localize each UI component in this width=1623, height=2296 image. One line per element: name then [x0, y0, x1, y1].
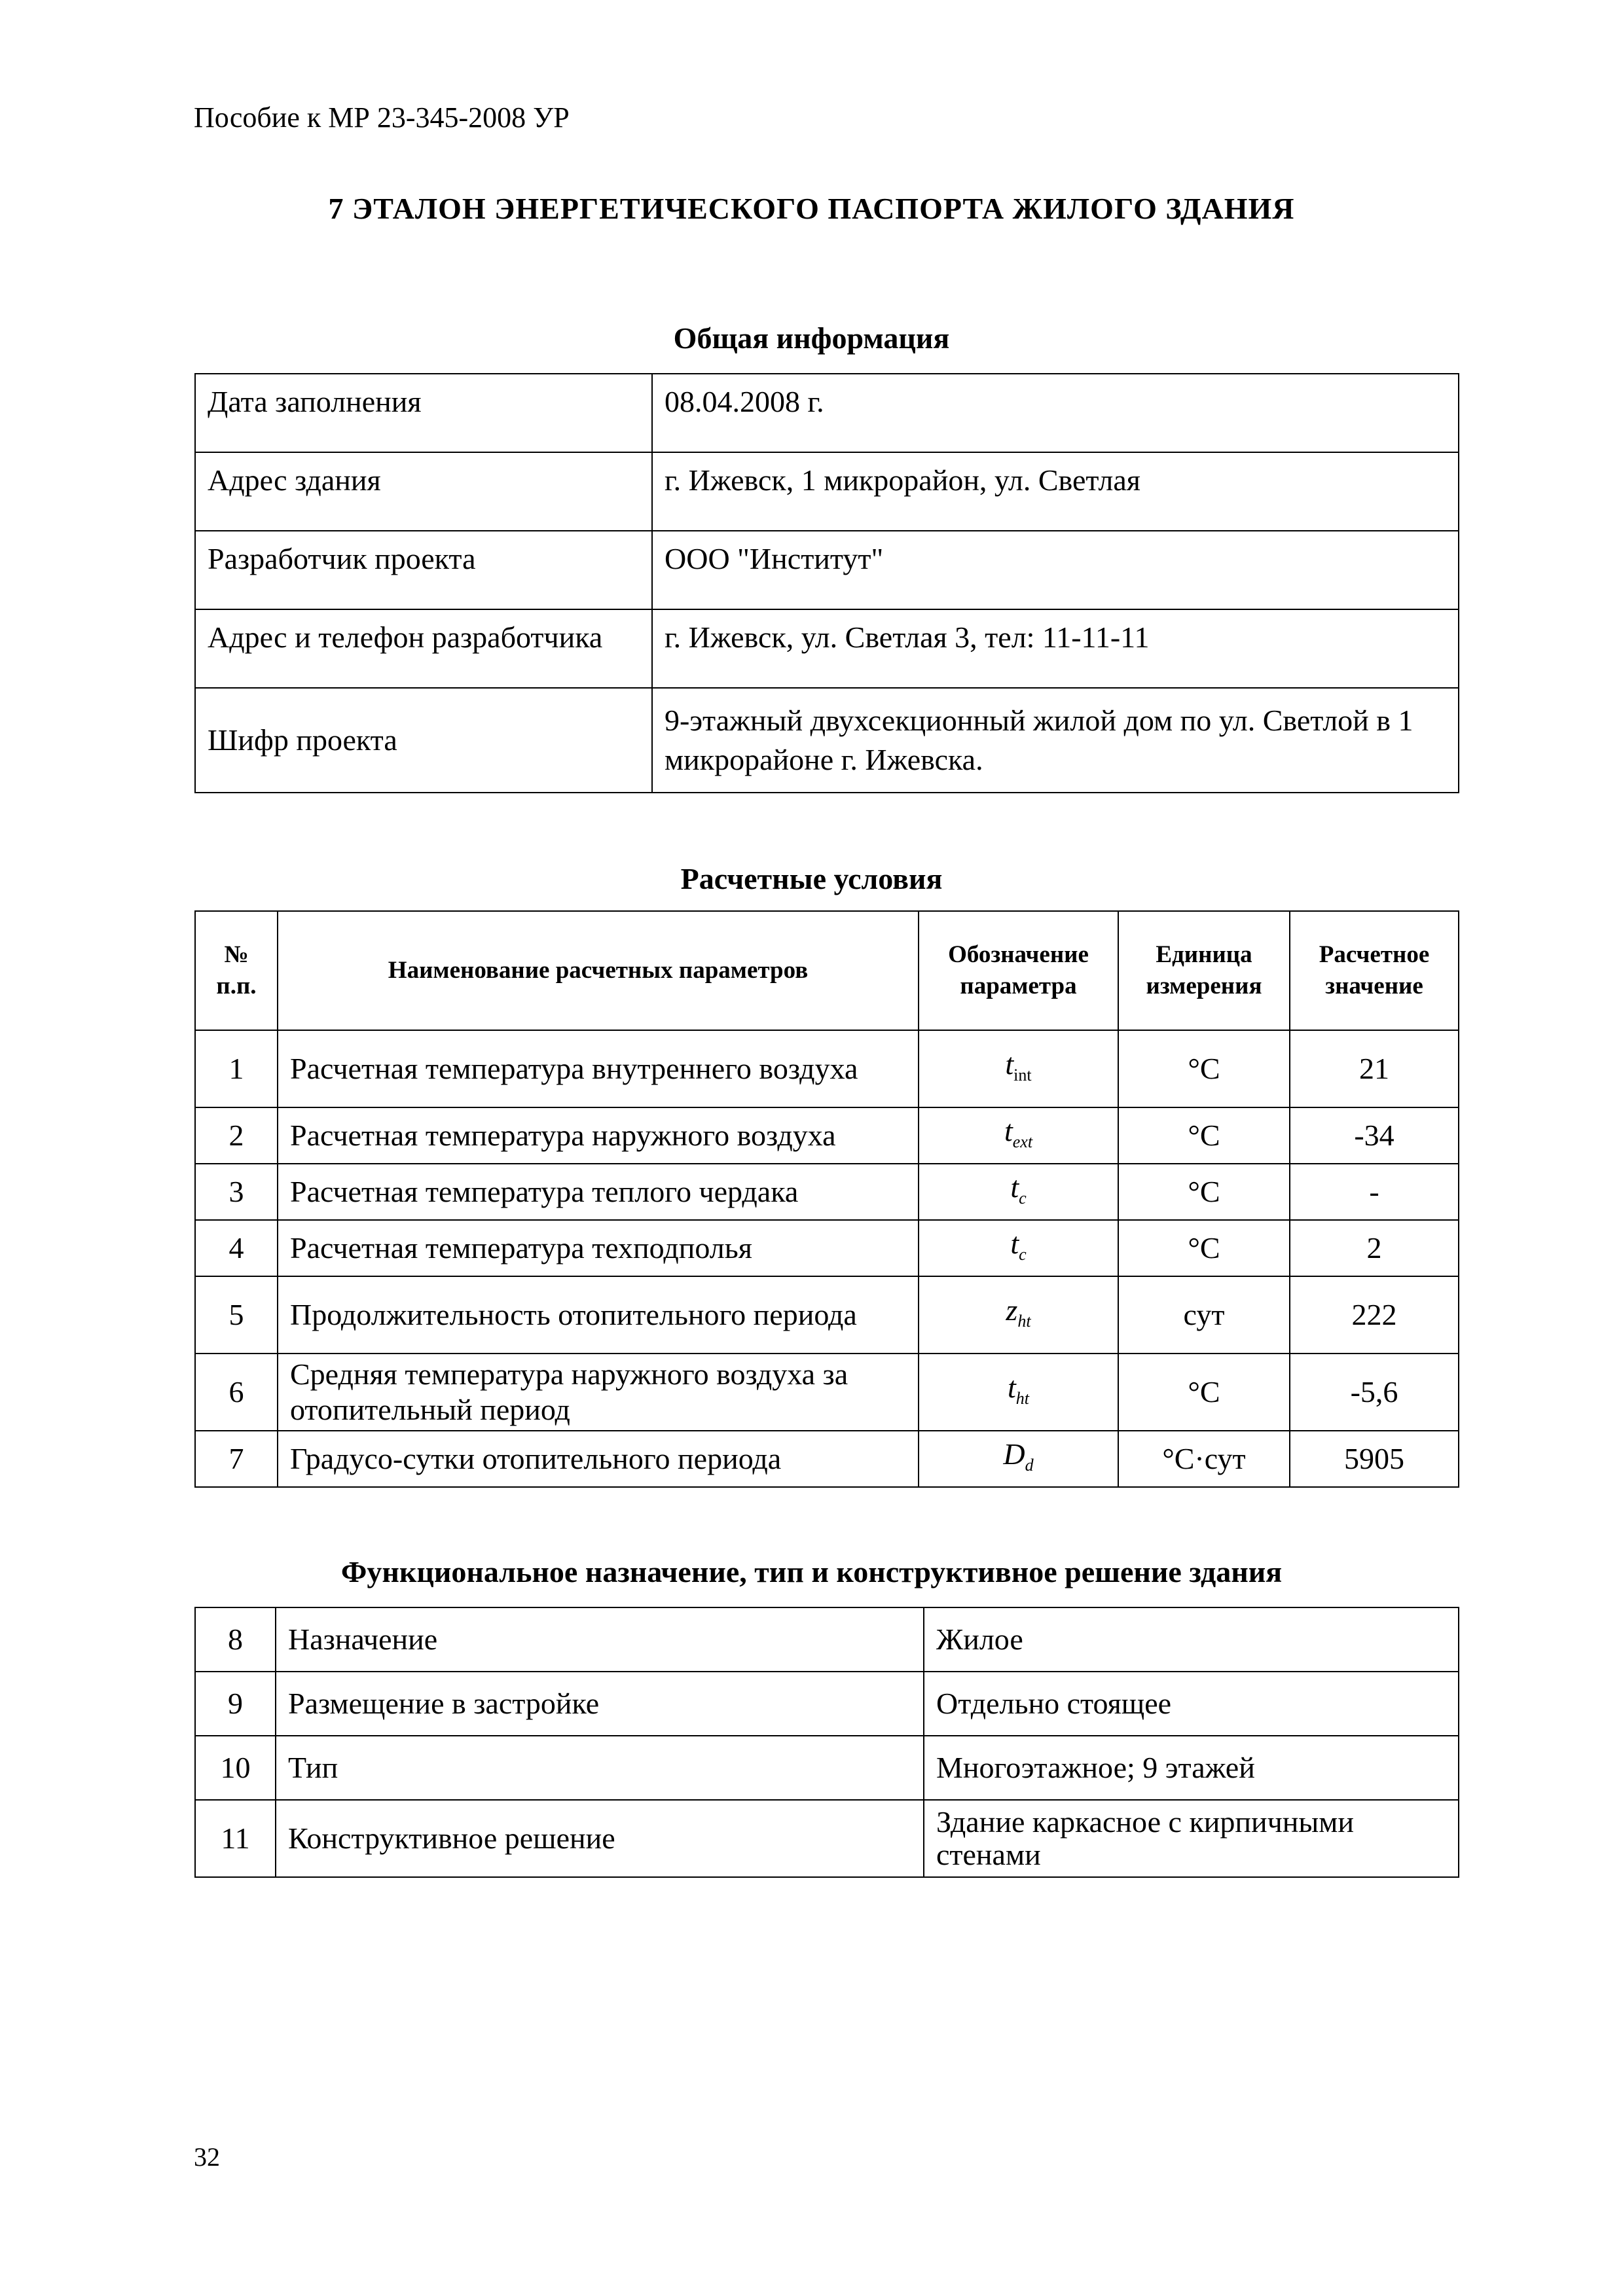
row-num: 3 [195, 1164, 278, 1220]
row-num: 5 [195, 1276, 278, 1354]
row-value: 21 [1290, 1030, 1459, 1107]
row-value: 5905 [1290, 1431, 1459, 1487]
row-unit: °С [1118, 1030, 1290, 1107]
row-name: Продолжительность отопительного периода [278, 1276, 919, 1354]
row-value: 222 [1290, 1276, 1459, 1354]
row-symbol: $t_c$ [919, 1220, 1118, 1276]
table-row [195, 1672, 1459, 1736]
row-num: 6 [195, 1354, 278, 1431]
table-row [195, 1276, 1459, 1354]
row-symbol: $t_{ht}$ [919, 1354, 1118, 1431]
row-value: Отдельно стоящее [924, 1672, 1459, 1736]
row-name: Расчетная температура техподполья [278, 1220, 919, 1276]
row-unit: °С [1118, 1220, 1290, 1276]
row-value: -5,6 [1290, 1354, 1459, 1431]
row-unit: °С [1118, 1107, 1290, 1164]
header-symbol: Обозначение параметра [919, 911, 1118, 1030]
row-name: Назначение [276, 1607, 924, 1672]
row-label: Адрес здания [195, 452, 652, 531]
document-title: 7 ЭТАЛОН ЭНЕРГЕТИЧЕСКОГО ПАСПОРТА ЖИЛОГО ЗДАНИЯ [328, 192, 1295, 225]
table-row [195, 531, 1459, 609]
row-value: г. Ижевск, 1 микрорайон, ул. Светлая [652, 452, 1459, 531]
row-value: 2 [1290, 1220, 1459, 1276]
function-type-title: Функциональное назначение, тип и конструктивное решение здания [340, 1555, 1283, 1588]
page-number: 32 [194, 2142, 220, 2172]
row-name: Расчетная температура внутреннего воздуха [278, 1030, 919, 1107]
header-row [195, 911, 1459, 1030]
row-name: Размещение в застройке [276, 1672, 924, 1736]
calc-conditions-title: Расчетные условия [680, 862, 943, 895]
row-label: Дата заполнения [195, 374, 652, 452]
row-symbol: $z_{ht}$ [919, 1276, 1118, 1354]
row-value: -34 [1290, 1107, 1459, 1164]
row-value: г. Ижевск, ул. Светлая 3, тел: 11-11-11 [652, 609, 1459, 688]
running-header: Пособие к МР 23-345-2008 УР [194, 101, 570, 134]
row-unit: °С [1118, 1164, 1290, 1220]
table-row [195, 1800, 1459, 1877]
row-name: Средняя температура наружного воздуха за отопительный период [278, 1354, 919, 1431]
row-name: Тип [276, 1736, 924, 1800]
row-unit: °С [1118, 1354, 1290, 1431]
row-num: 4 [195, 1220, 278, 1276]
row-name: Конструктивное решение [276, 1800, 924, 1877]
table-row [195, 1220, 1459, 1276]
table-row [195, 1736, 1459, 1800]
row-num: 8 [195, 1607, 276, 1672]
table-row [195, 1431, 1459, 1487]
row-label: Шифр проекта [195, 688, 652, 793]
table-row [195, 374, 1459, 452]
row-num: 2 [195, 1107, 278, 1164]
row-label: Адрес и телефон разработчика [195, 609, 652, 688]
row-value: - [1290, 1164, 1459, 1220]
function-type-table [194, 1607, 1459, 1878]
row-num: 11 [195, 1800, 276, 1877]
table-row [195, 1030, 1459, 1107]
general-info-title: Общая информация [673, 321, 950, 355]
header-num: № п.п. [195, 911, 278, 1030]
row-value: 08.04.2008 г. [652, 374, 1459, 452]
row-value: ООО "Институт" [652, 531, 1459, 609]
calc-conditions-table [194, 910, 1459, 1488]
row-value: 9-этажный двухсекционный жилой дом по ул. Светлой в 1 микрорайоне г. Ижевска. [652, 688, 1459, 793]
header-unit: Единица измерения [1118, 911, 1290, 1030]
table-row [195, 1164, 1459, 1220]
row-name: Расчетная температура наружного воздуха [278, 1107, 919, 1164]
row-num: 7 [195, 1431, 278, 1487]
table-row [195, 688, 1459, 793]
row-num: 10 [195, 1736, 276, 1800]
row-label: Разработчик проекта [195, 531, 652, 609]
row-num: 9 [195, 1672, 276, 1736]
table-row [195, 452, 1459, 531]
table-row [195, 1354, 1459, 1431]
table-row [195, 1107, 1459, 1164]
table-row [195, 609, 1459, 688]
header-value: Расчетное значение [1290, 911, 1459, 1030]
row-symbol: $t_c$ [919, 1164, 1118, 1220]
row-name: Расчетная температура теплого чердака [278, 1164, 919, 1220]
general-info-table [194, 373, 1459, 793]
row-unit: °С·сут [1118, 1431, 1290, 1487]
row-value: Многоэтажное; 9 этажей [924, 1736, 1459, 1800]
header-name: Наименование расчетных параметров [278, 911, 919, 1030]
row-symbol: $D_d$ [919, 1431, 1118, 1487]
table-row [195, 1607, 1459, 1672]
row-name: Градусо-сутки отопительного периода [278, 1431, 919, 1487]
row-value: Здание каркасное с кирпичными стенами [924, 1800, 1459, 1877]
row-value: Жилое [924, 1607, 1459, 1672]
row-unit: сут [1118, 1276, 1290, 1354]
row-num: 1 [195, 1030, 278, 1107]
row-symbol: $t_{ext}$ [919, 1107, 1118, 1164]
row-symbol: $t_{int}$ [919, 1030, 1118, 1107]
